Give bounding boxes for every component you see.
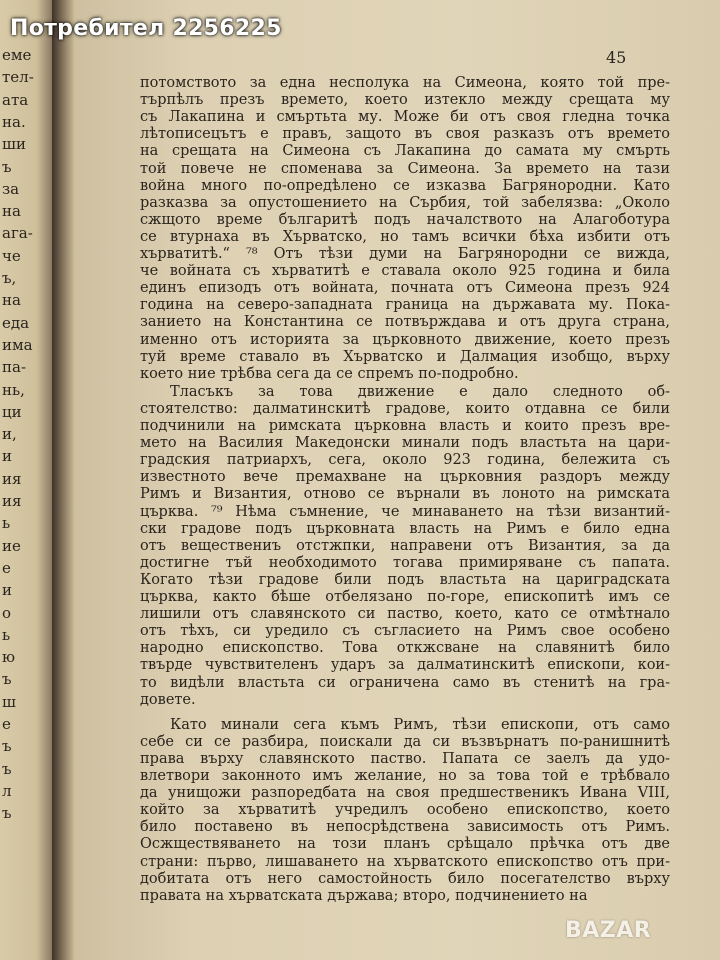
left-page-fragment: ш <box>2 692 16 711</box>
text-line: достигне тъй необходимото тогава примиряване съ папата. <box>140 554 670 571</box>
left-page-fragment: ю <box>2 648 16 667</box>
left-page-fragment: и, <box>2 425 17 444</box>
user-watermark: Потребител 2256225 <box>10 16 282 41</box>
text-line: довете. <box>140 691 196 708</box>
text-line: Римъ и Византия, отново се върнали въ лоното на римската <box>140 486 670 503</box>
left-page-fragment: ши <box>2 135 26 154</box>
text-line: той повече не споменава за Симеона. За времето на тази <box>140 160 670 177</box>
left-page-fragment: ъ <box>2 759 12 778</box>
text-line: подчинили на римската църковна власть и които презъ вре- <box>140 418 670 434</box>
text-line: война много по-опредѣлено се изказва Багрянородни. Като <box>140 177 670 194</box>
left-page-fragment: има <box>2 335 33 354</box>
text-line: отъ веществениъ отстжпки, направени отъ Византия, за да <box>140 537 670 554</box>
left-page-fragment: ие <box>2 536 21 555</box>
text-line: разказва за опустошението на Сърбия, той забелязва: „Около <box>140 194 670 211</box>
left-page-fragment: ъ <box>2 737 12 756</box>
text-line: че войната съ хърватитѣ е ставала около 925 година и била <box>140 263 670 280</box>
left-page-fragment: еда <box>2 313 30 332</box>
left-page-fragment: нь, <box>2 380 25 399</box>
left-page-fragment: ата <box>2 90 29 109</box>
text-line: лѣтописецътъ е правъ, защото въ своя разказъ отъ времето <box>140 126 670 143</box>
book-gutter <box>52 0 74 960</box>
text-line: права върху славянското паство. Папата се заелъ да удо- <box>140 750 670 767</box>
text-line: себе си се разбира, поискали да си възвърнатъ по-ранишнитѣ <box>140 733 670 750</box>
left-page-fragment: ъ, <box>2 269 17 287</box>
left-page-fragment: за <box>2 179 20 198</box>
left-page-fragment: ъ <box>2 670 12 689</box>
left-page-fragment: на <box>2 202 21 221</box>
text-line: мето на Василия Македонски минали подъ властьта на цари- <box>140 435 670 452</box>
text-line: занието на Константина се потвърждава и отъ друга страна, <box>140 314 670 331</box>
left-page-fragment: ия <box>2 469 22 488</box>
text-line: именно отъ историята за църковното движение, което презъ <box>140 331 670 348</box>
text-line: твърде чувствителенъ ударъ за далматинскитѣ епископи, кои- <box>140 657 670 674</box>
text-line: се втурнаха въ Хърватско, но тамъ всички бѣха избити отъ <box>140 228 670 245</box>
text-line: добитата отъ него самостойность било посегателство върху <box>140 870 670 887</box>
text-line: то видѣли властьта си ограничена само въ стенитѣ на гра- <box>140 674 670 691</box>
left-page-fragment: о <box>2 603 12 622</box>
text-line: което ние трѣбва сега да се спремъ по-подробно. <box>140 365 519 382</box>
left-page-fragment: и <box>2 447 12 466</box>
text-line: страни: първо, лишаването на хърватското епископство отъ при- <box>140 853 670 870</box>
text-line: туй време ставало въ Хърватско и Далмация изобщо, върху <box>140 348 670 365</box>
text-line: да унищожи разпоредбата на своя предшественикъ Ивана VIII, <box>140 785 670 802</box>
left-page-fragment: ь <box>2 514 11 533</box>
text-line: народно епископство. Това откжсване на славянитѣ било <box>140 640 670 657</box>
text-line: сжщото време българитѣ подъ началството на Алагоботура <box>140 211 670 228</box>
text-line: правата на хърватската държава; второ, подчинението на <box>140 887 588 904</box>
text-line: Като минали сега къмъ Римъ, тѣзи епископи, отъ само <box>170 716 670 733</box>
left-page-fragment: ъ <box>2 157 12 176</box>
text-line: на срещата на Симеона съ Лакапина до самата му смърть <box>140 143 670 160</box>
text-line: потомството за една несполука на Симеона, която той пре- <box>140 75 670 91</box>
text-line: известното вече премахване на църковния раздоръ между <box>140 469 670 486</box>
text-line: отъ тѣхъ, си уредило съ съгласието на Римъ свое особено <box>140 623 670 640</box>
text-line: Когато тѣзи градове били подъ властьта на цариградската <box>140 571 670 588</box>
bazar-logo: BAZAR <box>565 918 652 943</box>
text-line: стоятелство: далматинскитѣ градове, които отдавна се били <box>140 400 670 417</box>
adjacent-page-edge <box>0 0 52 960</box>
text-line: влетвори законното имъ желание, но за това той е трѣбвало <box>140 768 670 784</box>
text-line: Тласъкъ за това движение е дало следното об- <box>170 383 670 400</box>
left-page-fragment: ъ <box>2 804 12 823</box>
left-page-fragment: на. <box>2 112 26 131</box>
text-line: хърватитѣ.“ ⁷⁸ Отъ тѣзи думи на Багрянородни се вижда, <box>140 246 670 262</box>
left-page-fragment: е <box>2 715 11 733</box>
text-line: търпѣлъ презъ времето, което изтекло между срещата му <box>140 92 670 109</box>
text-line: съ Лакапина и смъртьта му. Може би отъ своя гледна точка <box>140 109 670 126</box>
text-line: било поставено въ непосрѣдствена зависимость отъ Римъ. <box>140 819 670 836</box>
text-line: Осжществяването на този планъ срѣщало прѣчка отъ две <box>140 836 670 853</box>
text-line: лишили отъ славянското си паство, което, като се отмѣтнало <box>140 606 670 623</box>
left-page-fragment: ия <box>2 492 22 510</box>
left-page-fragment: е <box>2 558 11 577</box>
text-line: година на северо-западната граница на държавата му. Пока- <box>140 297 670 314</box>
left-page-fragment: ага- <box>2 224 33 243</box>
left-page-fragment: еме <box>2 46 32 64</box>
left-page-fragment: и <box>2 581 12 600</box>
left-page-fragment: ци <box>2 402 22 421</box>
text-line: градския патриархъ, сега, около 923 година, бележита съ <box>140 452 670 469</box>
text-line: църква, както бѣше отбелязано по-горе, епископитѣ имъ се <box>140 589 670 605</box>
left-page-fragment: тел- <box>2 68 34 87</box>
book-page <box>74 0 720 960</box>
left-page-fragment: на <box>2 291 21 310</box>
text-line: който за хърватитѣ учредилъ особено епископство, което <box>140 802 670 819</box>
left-page-fragment: л <box>2 781 12 800</box>
left-page-fragment: че <box>2 246 21 265</box>
page-number: 45 <box>606 48 627 67</box>
text-line: църква. ⁷⁹ Нѣма съмнение, че минаването на тѣзи византий- <box>140 503 670 520</box>
left-page-fragment: па- <box>2 358 27 377</box>
left-page-fragment: ь <box>2 625 11 644</box>
text-line: единъ епизодъ отъ войната, почната отъ Симеона презъ 924 <box>140 280 670 297</box>
text-line: ски градове подъ църковната власть на Римъ е било една <box>140 520 670 537</box>
